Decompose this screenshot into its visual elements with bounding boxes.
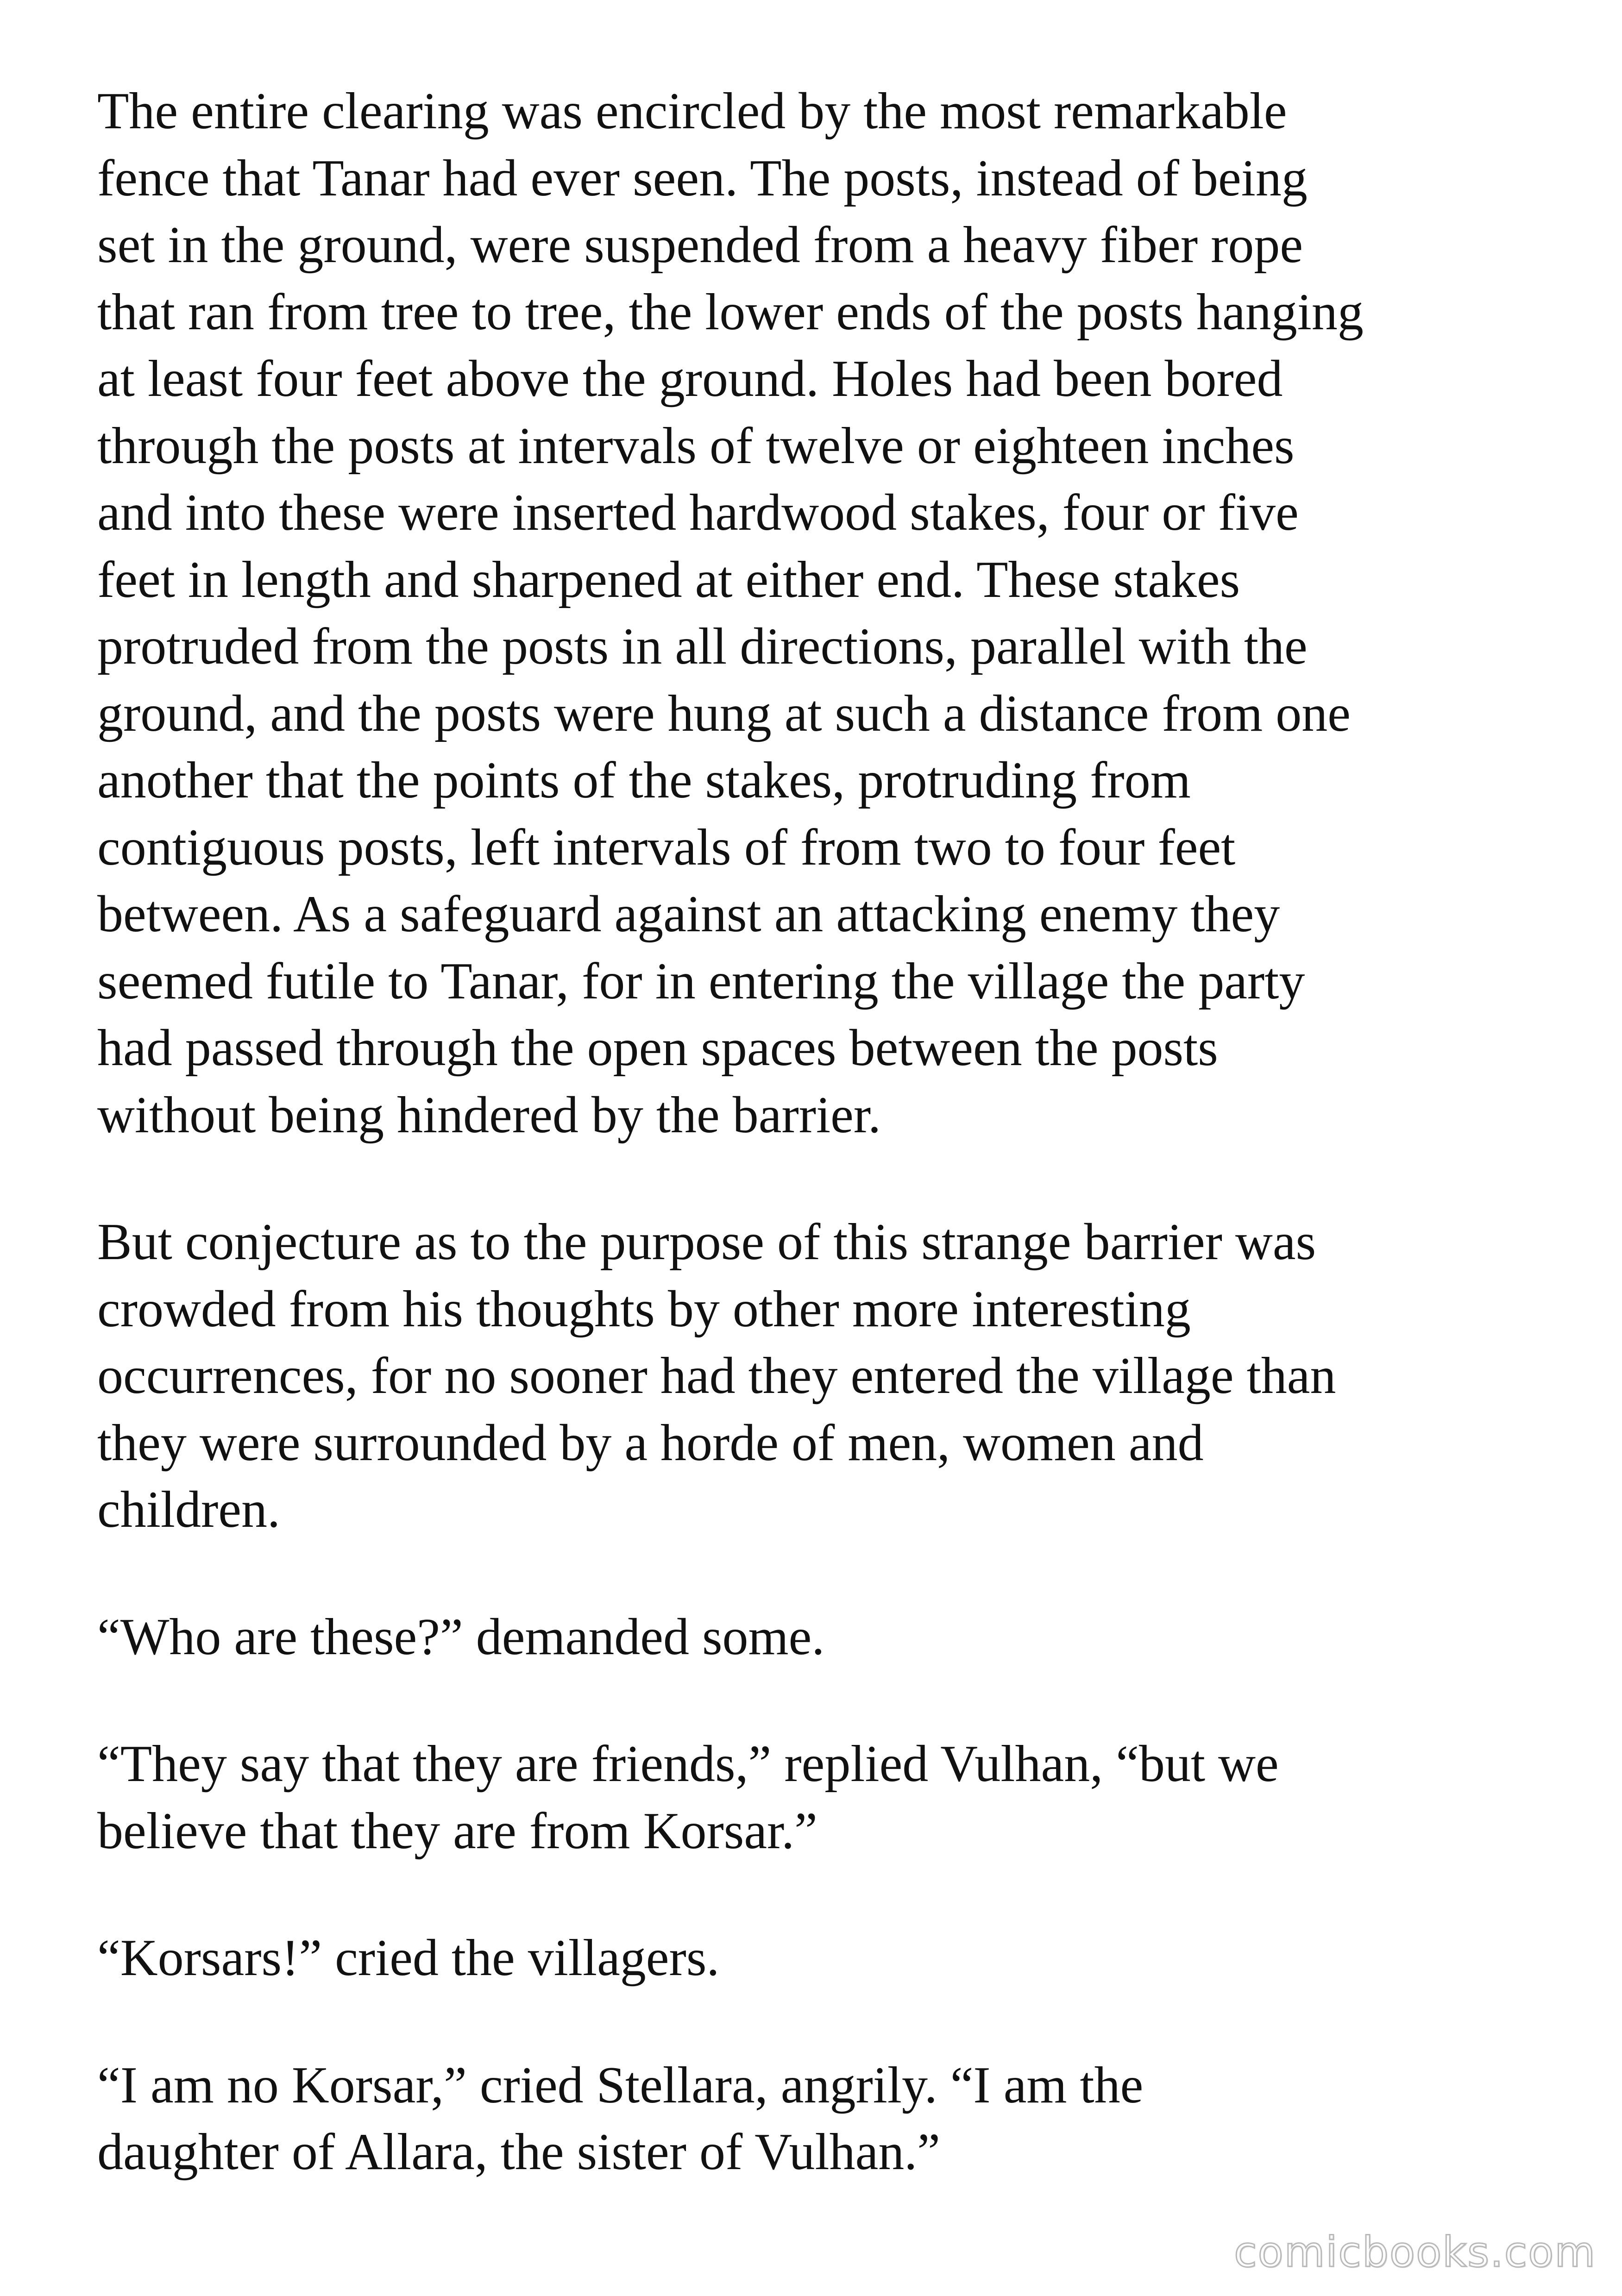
text-line: another that the points of the stakes, protruding from	[97, 752, 1191, 809]
text-line: But conjecture as to the purpose of this strange barrier was	[97, 1213, 1316, 1271]
text-line: children.	[97, 1481, 280, 1538]
text-line: occurrences, for no sooner had they entered the village than	[97, 1347, 1336, 1405]
text-line: “Korsars!” cried the villagers.	[97, 1929, 720, 1987]
text-line: through the posts at intervals of twelve or eighteen inches	[97, 417, 1295, 475]
page-text	[97, 78, 1561, 2246]
text-line: daughter of Allara, the sister of Vulhan.”	[97, 2123, 940, 2181]
text-line: “They say that they are friends,” replied Vulhan, “but we	[97, 1735, 1279, 1793]
paragraph-dialogue-who	[97, 1604, 1561, 1671]
text-line: without being hindered by the barrier.	[97, 1086, 881, 1144]
paragraph-conjecture	[97, 1209, 1561, 1543]
text-line: feet in length and sharpened at either end. These stakes	[97, 551, 1240, 609]
text-line: believe that they are from Korsar.”	[97, 1802, 817, 1860]
text-line: contiguous posts, left intervals of from two to four feet	[97, 818, 1236, 876]
watermark: comicbooks.com	[1234, 2228, 1596, 2277]
text-line: they were surrounded by a horde of men, women and	[97, 1414, 1204, 1472]
text-line: had passed through the open spaces between the posts	[97, 1019, 1218, 1077]
text-line: between. As a safeguard against an attacking enemy they	[97, 885, 1280, 943]
text-line: set in the ground, were suspended from a heavy fiber rope	[97, 216, 1303, 274]
text-line: seemed futile to Tanar, for in entering the village the party	[97, 952, 1305, 1010]
text-line: ground, and the posts were hung at such a distance from one	[97, 684, 1351, 742]
text-line: and into these were inserted hardwood stakes, four or five	[97, 484, 1299, 541]
paragraph-dialogue-vulhan	[97, 1731, 1561, 1864]
text-line: “I am no Korsar,” cried Stellara, angrily. “I am the	[97, 2056, 1144, 2114]
text-line: at least four feet above the ground. Holes had been bored	[97, 350, 1283, 408]
paragraph-fence-description	[97, 78, 1561, 1148]
text-line: fence that Tanar had ever seen. The posts, instead of being	[97, 149, 1308, 207]
text-line: protruded from the posts in all directions, parallel with the	[97, 618, 1308, 675]
text-line: crowded from his thoughts by other more interesting	[97, 1280, 1191, 1338]
paragraph-dialogue-stellara	[97, 2052, 1561, 2186]
text-line: that ran from tree to tree, the lower ends of the posts hanging	[97, 283, 1364, 341]
text-line: “Who are these?” demanded some.	[97, 1608, 825, 1666]
text-line: The entire clearing was encircled by the most remarkable	[97, 82, 1287, 140]
paragraph-dialogue-villagers	[97, 1925, 1561, 1992]
